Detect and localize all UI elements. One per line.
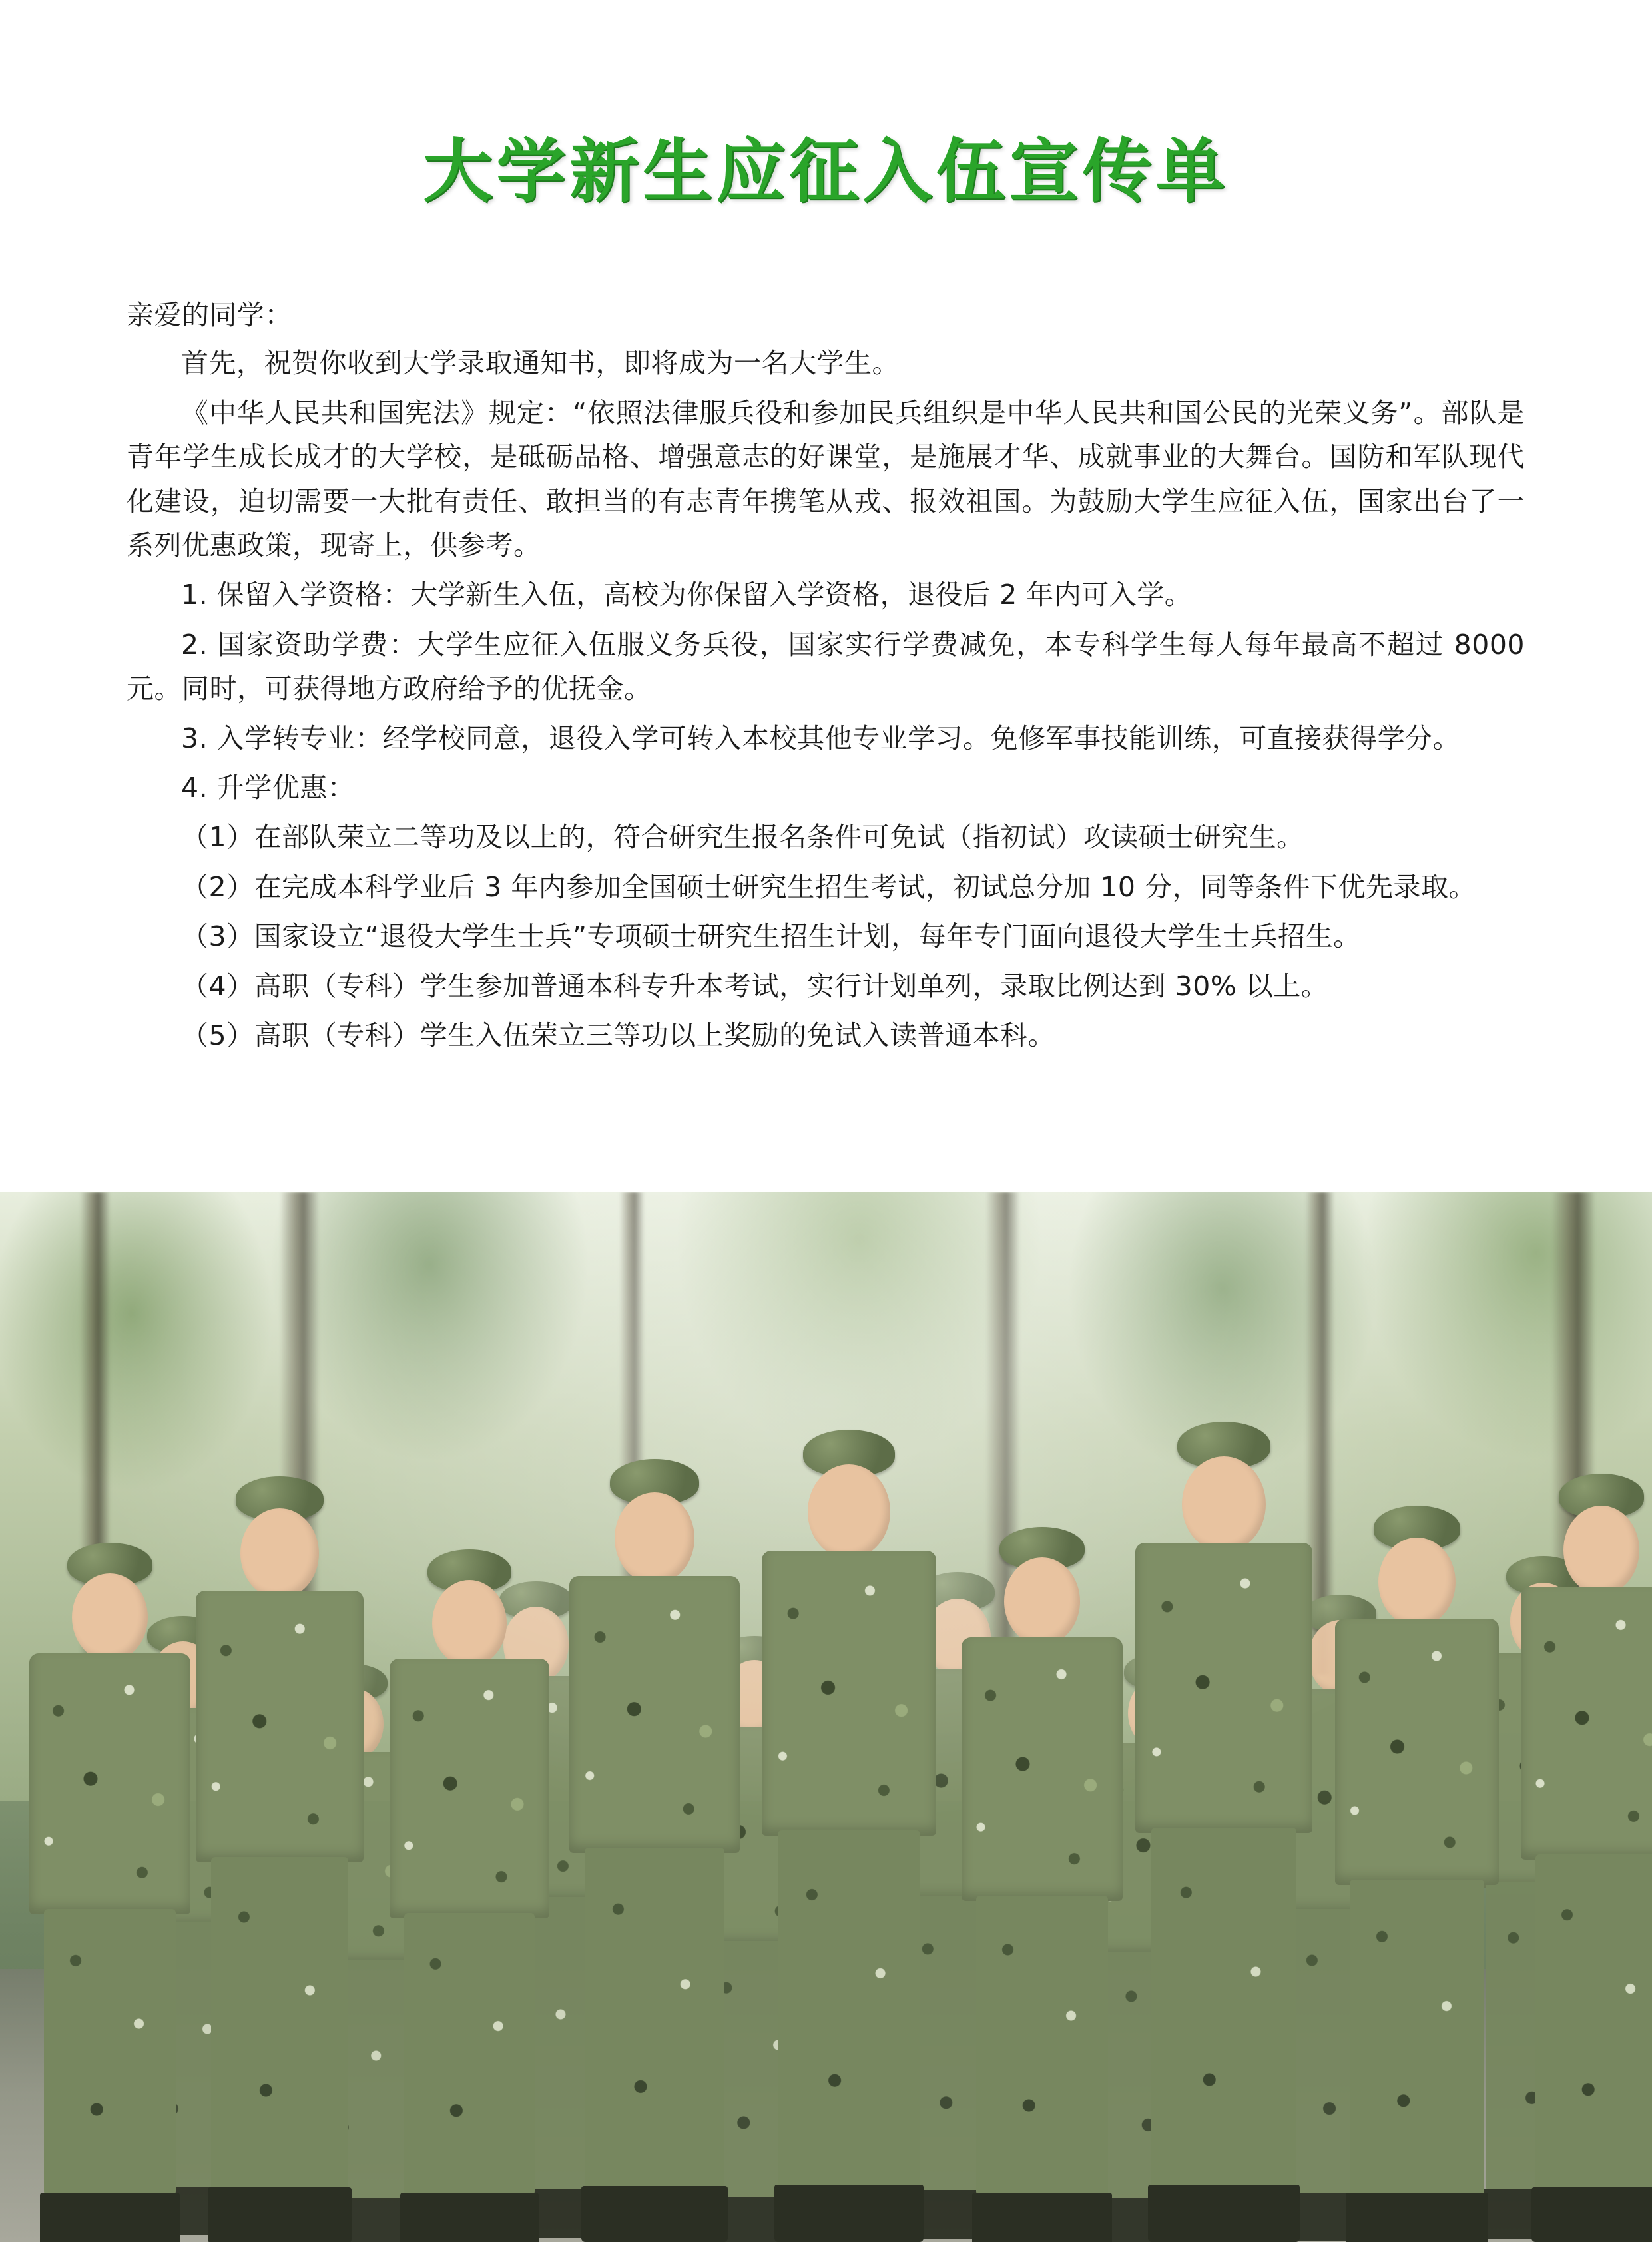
policy-item-3: 3. 入学转专业：经学校同意，退役入学可转入本校其他专业学习。免修军事技能训练，可直接获得学分。	[181, 722, 1461, 754]
policy-sub-item-5: （5）高职（专科）学生入伍荣立三等功以上奖励的免试入读普通本科。	[181, 1019, 1056, 1052]
policy-sub-item-4: （4）高职（专科）学生参加普通本科专升本考试，实行计划单列，录取比例达到 30% 以上。	[181, 970, 1329, 1002]
soldier-figure	[566, 1443, 742, 2242]
soldier-figure	[959, 1483, 1125, 2242]
soldier-figure	[27, 1496, 193, 2242]
soldier-figure	[386, 1496, 553, 2242]
intro-paragraph-2: 《中华人民共和国宪法》规定：“依照法律服兵役和参加民兵组织是中华人民共和国公民的光荣义务”。部队是青年学生成长成才的大学校，是砥砺品格、增强意志的好课堂，是施展才华、成就事业的大舞台。国防和军队现代化建设，迫切需要一大批有责任、敢担当的有志青年携笔从戎、报效祖国。为鼓励大学生应征入伍，国家出台了一系列优惠政策，现寄上，供参考。	[127, 396, 1525, 562]
soldier-figure	[759, 1423, 939, 2242]
policy-item-1: 1. 保留入学资格：大学新生入伍，高校为你保留入学资格，退役后 2 年内可入学。	[181, 579, 1193, 611]
page-title: 大学新生应征入伍宣传单	[423, 129, 1229, 212]
greeting-line: 亲爱的同学：	[127, 299, 292, 331]
policy-sub-item-2: （2）在完成本科学业后 3 年内参加全国硕士研究生招生考试，初试总分加 10 分，同等条件下优先录取。	[181, 870, 1476, 903]
soldier-figure	[1332, 1470, 1502, 2242]
marching-students-photo	[0, 1192, 1652, 2242]
soldier-figure	[1518, 1450, 1652, 2242]
policy-item-4: 4. 升学优惠：	[181, 772, 356, 804]
soldier-figure	[1132, 1416, 1315, 2242]
body-text-panel	[100, 253, 1551, 1101]
title-band	[0, 87, 1652, 256]
soldier-figure	[193, 1456, 366, 2242]
policy-item-2: 2. 国家资助学费：大学生应征入伍服义务兵役，国家实行学费减免，本专科学生每人每年最高不超过 8000 元。同时，可获得地方政府给予的优抚金。	[127, 628, 1525, 705]
intro-paragraph-1: 首先，祝贺你收到大学录取通知书，即将成为一名大学生。	[181, 347, 900, 380]
policy-sub-item-1: （1）在部队荣立二等功及以上的，符合研究生报名条件可免试（指初试）攻读硕士研究生。	[181, 821, 1304, 854]
policy-sub-item-3: （3）国家设立“退役大学生士兵”专项硕士研究生招生计划，每年专门面向退役大学生士兵招生。	[181, 920, 1361, 953]
